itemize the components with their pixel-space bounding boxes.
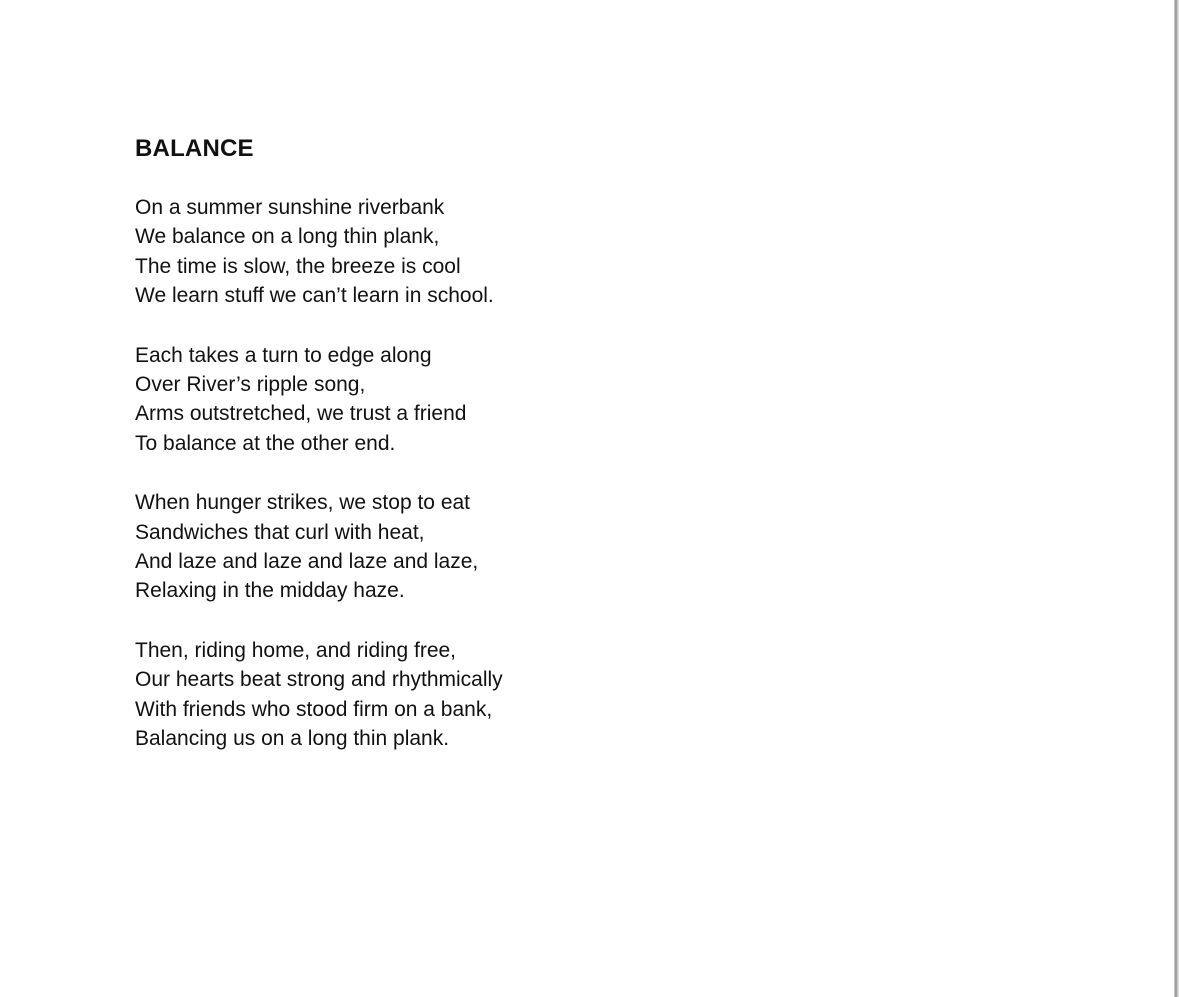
stanza-4 [135,636,735,754]
poem-line: Our hearts beat strong and rhythmically [135,668,503,692]
poem-line: Over River’s ripple song, [135,373,366,397]
stanza-1 [135,193,735,311]
poem-line: Arms outstretched, we trust a friend [135,402,467,426]
page-edge-divider [1174,0,1179,997]
poem-line: Balancing us on a long thin plank. [135,727,450,751]
poem [135,132,735,784]
poem-line: On a summer sunshine riverbank [135,196,445,219]
poem-title: BALANCE [135,135,254,162]
poem-line: Relaxing in the midday haze. [135,579,405,603]
poem-line: Then, riding home, and riding free, [135,638,457,662]
stanza-3 [135,488,735,606]
poem-line: The time is slow, the breeze is cool [135,254,461,278]
poem-line: With friends who stood firm on a bank, [135,697,493,721]
poem-line: Sandwiches that curl with heat, [135,520,425,544]
poem-line: To balance at the other end. [135,431,396,455]
poem-line: And laze and laze and laze and laze, [135,550,479,574]
poem-line: We balance on a long thin plank, [135,225,440,249]
poem-line: When hunger strikes, we stop to eat [135,491,471,515]
poem-line: Each takes a turn to edge along [135,343,432,367]
poem-line: We learn stuff we can’t learn in school. [135,284,494,308]
stanza-2 [135,341,735,459]
